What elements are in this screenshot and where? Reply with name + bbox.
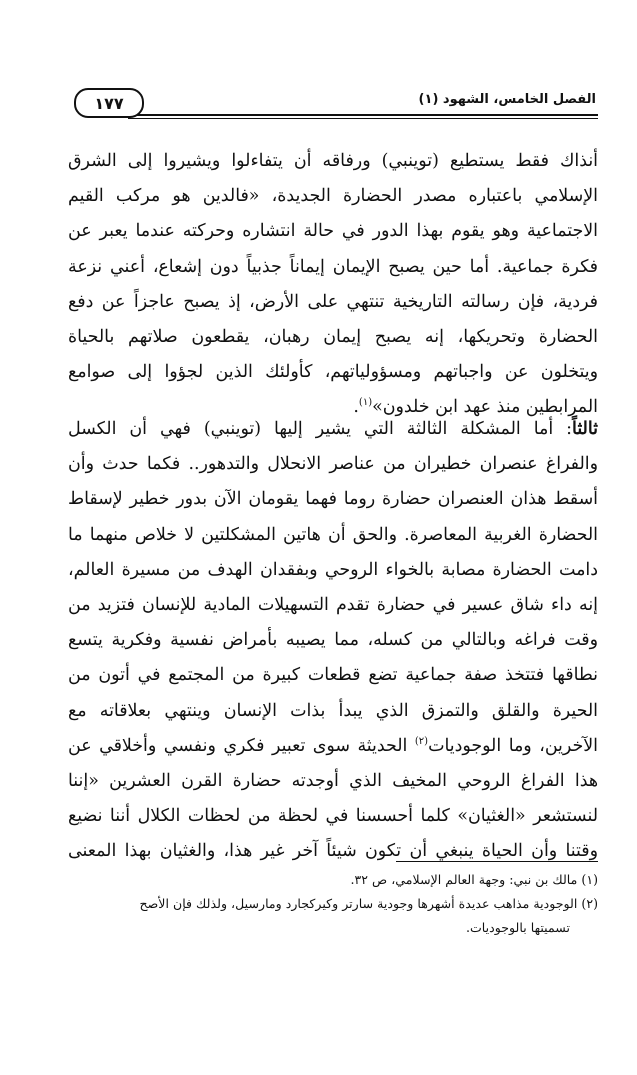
paragraph-1 — [68, 144, 598, 426]
paragraph-2-line: نطاقها فتتخذ صفة جماعية تضع قطعات كبيرة من المجتمع في أتون من — [68, 665, 598, 686]
paragraph-1-line: الحضارة وتحريكها، إنه يصبح إيمان رهبان، يقطعون صلاتهم بالحياة — [68, 327, 598, 348]
footnote-ref-2[interactable]: (٢) — [414, 736, 429, 748]
paragraph-2-line-text: : أما المشكلة الثالثة التي يشير إليها (توينبي) فهي أن الكسل — [68, 419, 573, 439]
paragraph-1-line: أنذاك فقط يستطيع (توينبي) ورفاقه أن يتفاءلوا ويشيروا إلى الشرق — [68, 151, 598, 171]
paragraph-2-line: وقتنا وأن الحياة ينبغي أن تكون شيئاً آخر غير هذا، والغثيان بهذا المعنى — [68, 841, 598, 862]
paragraph-2-first-line — [68, 412, 598, 447]
footnote-separator — [396, 861, 598, 862]
paragraph-1-line: فردية، فإن رسالته التاريخية تنتهي على الأرض، إذ يصبح عاجزاً عن دفع — [68, 291, 598, 312]
paragraph-2-lead: ثالثاً — [572, 419, 598, 439]
footnotes — [68, 868, 598, 940]
footnote-ref-1[interactable]: (١) — [358, 397, 373, 409]
paragraph-1-line: ويتخلون عن واجباتهم ومسؤولياتهم، كأولئك الذين لجؤوا إلى صوامع — [68, 362, 598, 383]
chapter-title: الفصل الخامس، الشهود (١) — [418, 92, 596, 107]
paragraph-2-line: إنه داء شاق عسير في حضارة تقدم التسهيلات المادية للإنسان فتزيد من — [68, 595, 598, 616]
running-header — [68, 84, 598, 120]
footnote-2-continuation: تسميتها بالوجوديات. — [465, 920, 570, 935]
paragraph-2-line: الحيرة والقلق والتمزق الذي يبدأ بذات الإنسان وينتهي بعلاقاته مع — [68, 700, 598, 721]
footnote-2: (٢) الوجودية مذاهب عديدة أشهرها وجودية سارتر وكيركجارد ومارسيل، ولذلك فإن الأصح — [139, 896, 598, 911]
paragraph-1-end: . — [353, 397, 359, 418]
paragraph-2-line: هذا الفراغ الروحي المخيف الذي أوجدته حضارة القرن العشرين «إننا — [68, 771, 598, 792]
header-rule-thin — [128, 118, 598, 119]
page-number: ١٧٧ — [74, 88, 144, 118]
paragraph-1-line: فكرة جماعية. أما حين يصبح الإيمان إيماناً جذبياً دون إشعاع، أعني نزعة — [68, 256, 598, 277]
paragraph-1-line: الإسلامي باعتباره مصدر الحضارة الجديدة، «فالدين هو مركب القيم — [68, 186, 598, 207]
paragraph-1-line-text: المرابطين منذ عهد ابن خلدون» — [372, 397, 598, 418]
footnote-1: (١) مالك بن نبي: وجهة العالم الإسلامي، ص ٣٢. — [350, 872, 598, 887]
paragraph-1-line: الاجتماعية وهو يقوم بهذا الدور في حالة انتشاره وحركته عندما يعبر عن — [68, 221, 598, 242]
paragraph-2 — [68, 412, 598, 870]
paragraph-2-line-text: الحديثة سوى تعبير فكري ونفسي وأخلاقي عن — [68, 735, 415, 756]
paragraph-2-line: الحضارة الغربية المعاصرة. والحق أن هاتين المشكلتين لا خلاص منهما ما — [68, 524, 598, 545]
paragraph-2-line: أسقط هذان العنصران حضارة روما فهما يقومان الآن بدور خطير لإسقاط — [68, 489, 598, 510]
paragraph-2-line-text: الآخرين، وما الوجوديات — [428, 735, 598, 756]
paragraph-2-line: دامت الحضارة مصابة بالخواء الروحي وبفقدان الهدف من مسيرة العالم، — [68, 559, 598, 580]
paragraph-2-line-with-ref — [68, 729, 598, 764]
paragraph-2-line: والفراغ عنصران خطيران من عناصر الانحلال والتدهور.. فكما حدث وأن — [68, 454, 598, 475]
paragraph-2-line: لنستشعر «الغثيان» كلما أحسسنا في لحظة من لحظات الكلال أننا نضيع — [68, 806, 598, 827]
header-rule-thick — [128, 114, 598, 116]
paragraph-2-line: وقت فراغه وبالتالي من كسله، مما يصيبه بأمراض نفسية وفكرية يتسع — [68, 630, 598, 651]
